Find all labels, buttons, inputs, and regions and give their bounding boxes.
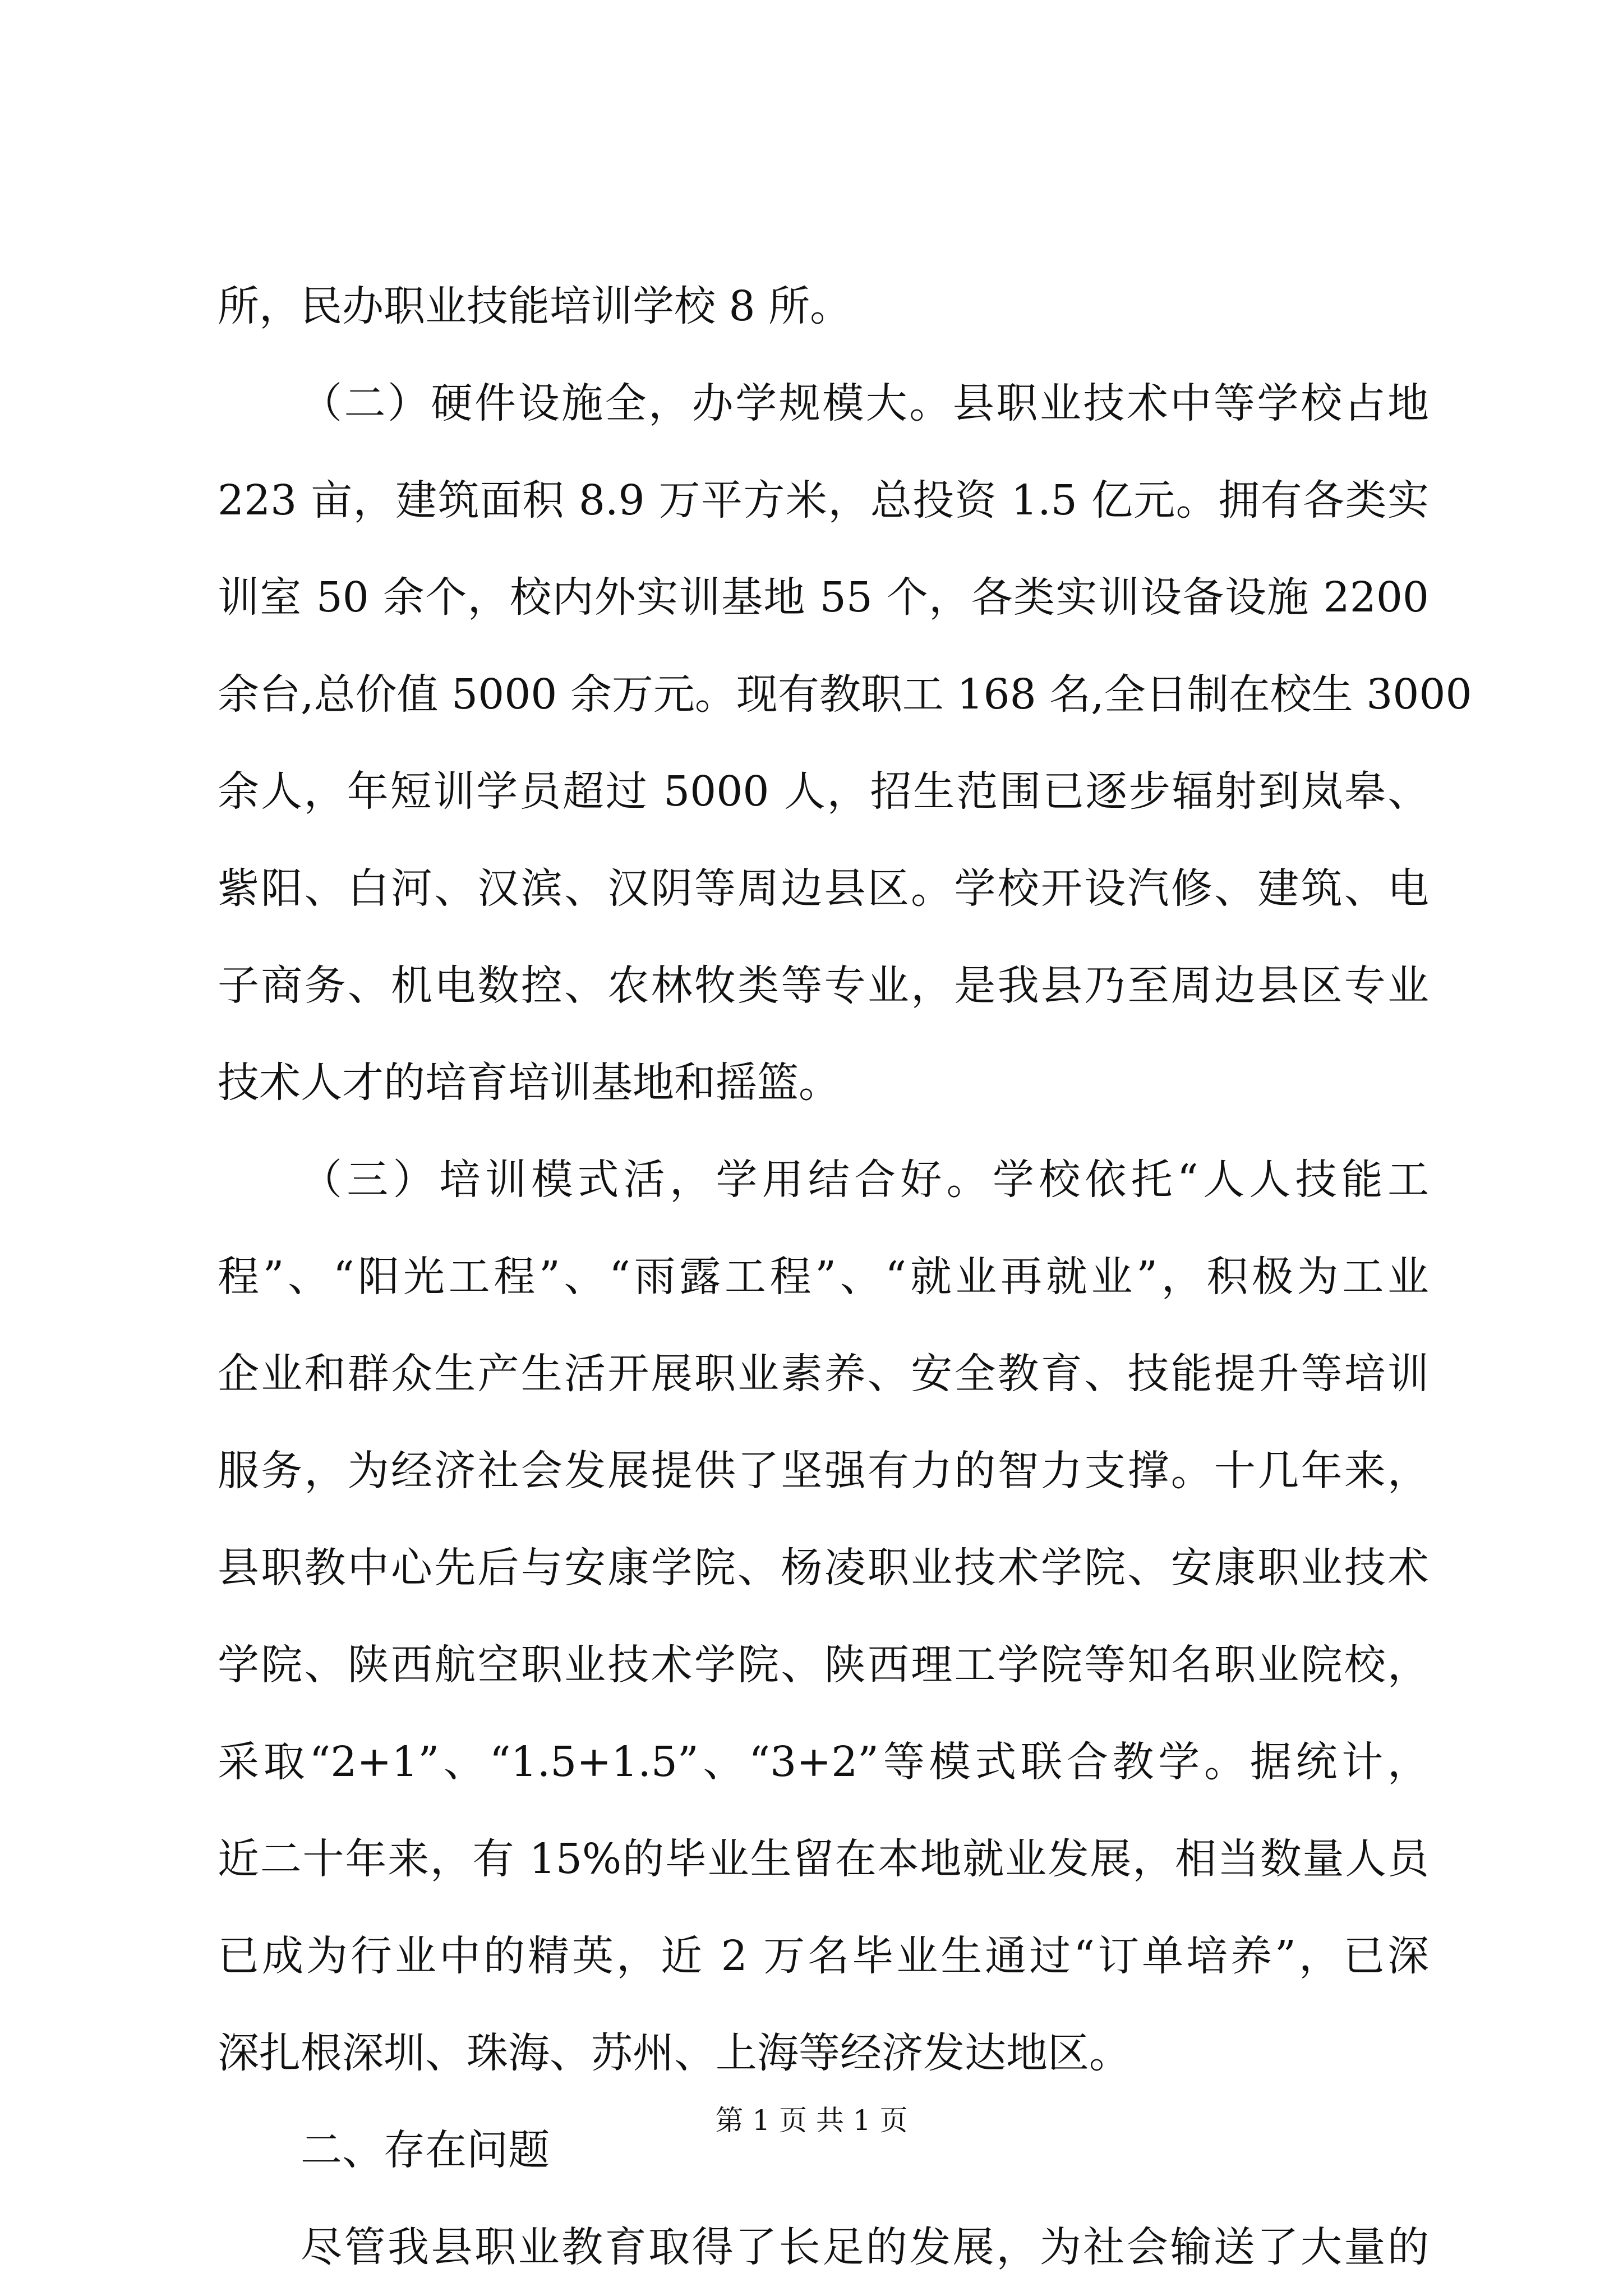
text-line: 余台,总价值 5000 余万元。现有教职工 168 名,全日制在校生 3000 [218,670,1472,719]
text-line: 企业和群众生产生活开展职业素养、安全教育、技能提升等培训 [218,1350,1429,1398]
text-line: 程”、“阳光工程”、“雨露工程”、“就业再就业”，积极为工业 [218,1253,1429,1301]
text-line: 深扎根深圳、珠海、苏州、上海等经济发达地区。 [218,2029,1131,2077]
text-line: 技术人才的培育培训基地和摇篮。 [218,1059,840,1107]
text-line: 服务，为经济社会发展提供了坚强有力的智力支撑。十几年来， [218,1447,1429,1495]
page-footer: 第 1 页 共 1 页 [715,2104,908,2137]
text-line: 训室 50 余个，校内外实训基地 55 个，各类实训设备设施 2200 [218,573,1429,622]
document-body [218,258,1472,2296]
text-line: 县职教中心先后与安康学院、杨凌职业技术学院、安康职业技术 [218,1544,1429,1592]
text-line: 学院、陕西航空职业技术学院、陕西理工学院等知名职业院校， [218,1641,1429,1689]
text-line: 采取“2+1”、“1.5+1.5”、“3+2”等模式联合教学。据统计， [218,1738,1429,1786]
text-line: 所，民办职业技能培训学校 8 所。 [218,282,852,330]
text-line: （三）培训模式活，学用结合好。学校依托“人人技能工 [301,1156,1429,1204]
text-line: 近二十年来，有 15%的毕业生留在本地就业发展，相当数量人员 [218,1835,1429,1883]
text-line: 紫阳、白河、汉滨、汉阴等周边县区。学校开设汽修、建筑、电 [218,864,1429,913]
text-line: 223 亩，建筑面积 8.9 万平方米，总投资 1.5 亿元。拥有各类实 [218,476,1429,524]
section-heading: 二、存在问题 [301,2126,550,2174]
text-line: 尽管我县职业教育取得了长足的发展，为社会输送了大量的 [301,2223,1429,2271]
text-line: 子商务、机电数控、农林牧类等专业，是我县乃至周边县区专业 [218,961,1429,1010]
text-line: （二）硬件设施全，办学规模大。县职业技术中等学校占地 [301,379,1429,427]
text-line: 余人，年短训学员超过 5000 人，招生范围已逐步辐射到岚皋、 [218,767,1429,816]
text-line: 已成为行业中的精英，近 2 万名毕业生通过“订单培养”，已深 [218,1932,1429,1980]
